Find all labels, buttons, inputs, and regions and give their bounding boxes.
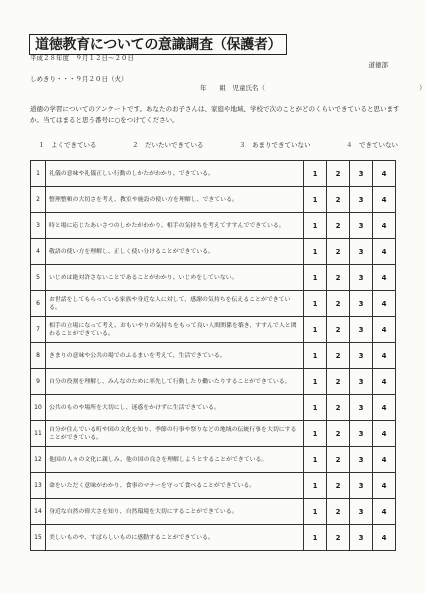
question-text: 他国の人々の文化に親しみ、他の国の良さを理解しようとすることができている。 (46, 447, 304, 473)
department-label: 道徳部 (368, 61, 388, 69)
answer-legend (38, 140, 398, 149)
question-number: 11 (31, 421, 46, 447)
question-row (31, 395, 396, 421)
answer-option-3[interactable]: 3 (350, 291, 373, 317)
legend-item: １ よくできている (38, 141, 97, 149)
answer-option-1[interactable]: 1 (304, 343, 327, 369)
question-text: 命をいただく意味がわかり、食事のマナーを守って食べることができている。 (46, 473, 304, 499)
question-number: 12 (31, 447, 46, 473)
answer-option-4[interactable]: 4 (373, 525, 396, 551)
answer-option-3[interactable]: 3 (350, 213, 373, 239)
question-row (31, 369, 396, 395)
legend-item: ４ できていない (346, 141, 398, 149)
answer-option-3[interactable]: 3 (350, 421, 373, 447)
answer-option-1[interactable]: 1 (304, 187, 327, 213)
question-row (31, 421, 396, 447)
question-row (31, 525, 396, 551)
page-title: 道徳教育についての意識調査（保護者） (29, 34, 287, 55)
question-row (31, 343, 396, 369)
question-number: 4 (31, 239, 46, 265)
question-text: 身近な自然の偉大さを知り、自然環境を大切にすることができている。 (46, 499, 304, 525)
question-row (31, 447, 396, 473)
question-text: 自分の役割を理解し、みんなのために率先して行動したり働いたりすることができている。 (46, 369, 304, 395)
answer-option-3[interactable]: 3 (350, 161, 373, 187)
question-text: きまりの意味や公共の場でのふるまいを考えて、生活できている。 (46, 343, 304, 369)
question-text: 美しいものや、すばらしいものに感動することができている。 (46, 525, 304, 551)
question-number: 15 (31, 525, 46, 551)
answer-option-4[interactable]: 4 (373, 265, 396, 291)
answer-option-3[interactable]: 3 (350, 395, 373, 421)
answer-option-4[interactable]: 4 (373, 395, 396, 421)
answer-option-1[interactable]: 1 (304, 265, 327, 291)
answer-option-1[interactable]: 1 (304, 161, 327, 187)
deadline-text: しめきり・・・９月２０日（火） (30, 75, 128, 83)
answer-option-4[interactable]: 4 (373, 499, 396, 525)
answer-option-2[interactable]: 2 (327, 291, 350, 317)
question-number: 14 (31, 499, 46, 525)
answer-option-4[interactable]: 4 (373, 421, 396, 447)
student-name-label: 年 組 児童氏名（ (200, 84, 265, 92)
legend-item: ２ だいたいできている (132, 141, 204, 149)
question-text: 公共のものや場所を大切にし、迷惑をかけずに生活できている。 (46, 395, 304, 421)
answer-option-1[interactable]: 1 (304, 525, 327, 551)
answer-option-2[interactable]: 2 (327, 213, 350, 239)
answer-option-3[interactable]: 3 (350, 265, 373, 291)
question-number: 9 (31, 369, 46, 395)
answer-option-1[interactable]: 1 (304, 213, 327, 239)
answer-option-3[interactable]: 3 (350, 499, 373, 525)
question-row (31, 473, 396, 499)
answer-option-2[interactable]: 2 (327, 369, 350, 395)
question-number: 5 (31, 265, 46, 291)
answer-option-1[interactable]: 1 (304, 369, 327, 395)
answer-option-2[interactable]: 2 (327, 343, 350, 369)
question-text: 礼儀の意味や礼儀正しい行動のしかたがわかり、できている。 (46, 161, 304, 187)
legend-item: ３ あまりできていない (239, 141, 311, 149)
question-number: 8 (31, 343, 46, 369)
answer-option-4[interactable]: 4 (373, 213, 396, 239)
answer-option-3[interactable]: 3 (350, 369, 373, 395)
answer-option-4[interactable]: 4 (373, 317, 396, 343)
answer-option-1[interactable]: 1 (304, 317, 327, 343)
student-name-row (200, 84, 426, 92)
question-text: いじめは絶対許さないことであることがわかり、いじめをしていない。 (46, 265, 304, 291)
question-number: 3 (31, 213, 46, 239)
survey-period: 平成２８年度 ９月１２日～２０日 (30, 54, 134, 62)
question-text: 時と場に応じたあいさつのしかたがわかり、相手の気持ちを考えてすすんでできている。 (46, 213, 304, 239)
answer-option-1[interactable]: 1 (304, 291, 327, 317)
answer-option-1[interactable]: 1 (304, 421, 327, 447)
answer-option-4[interactable]: 4 (373, 187, 396, 213)
answer-option-1[interactable]: 1 (304, 395, 327, 421)
answer-option-4[interactable]: 4 (373, 447, 396, 473)
answer-option-2[interactable]: 2 (327, 317, 350, 343)
answer-option-3[interactable]: 3 (350, 525, 373, 551)
answer-option-1[interactable]: 1 (304, 447, 327, 473)
answer-option-2[interactable]: 2 (327, 161, 350, 187)
answer-option-3[interactable]: 3 (350, 187, 373, 213)
question-number: 13 (31, 473, 46, 499)
question-row (31, 265, 396, 291)
answer-option-4[interactable]: 4 (373, 161, 396, 187)
answer-option-2[interactable]: 2 (327, 499, 350, 525)
answer-option-3[interactable]: 3 (350, 343, 373, 369)
answer-option-3[interactable]: 3 (350, 317, 373, 343)
answer-option-2[interactable]: 2 (327, 447, 350, 473)
answer-option-2[interactable]: 2 (327, 473, 350, 499)
answer-option-4[interactable]: 4 (373, 291, 396, 317)
question-text: お世話をしてもらっている家族や身近な人に対して、感謝の気持ちを伝えることができている。 (46, 291, 304, 317)
answer-option-2[interactable]: 2 (327, 239, 350, 265)
answer-option-2[interactable]: 2 (327, 525, 350, 551)
question-row (31, 291, 396, 317)
question-number: 10 (31, 395, 46, 421)
answer-option-2[interactable]: 2 (327, 265, 350, 291)
question-row (31, 239, 396, 265)
answer-option-1[interactable]: 1 (304, 239, 327, 265)
answer-option-4[interactable]: 4 (373, 239, 396, 265)
answer-option-1[interactable]: 1 (304, 499, 327, 525)
answer-option-3[interactable]: 3 (350, 473, 373, 499)
answer-option-4[interactable]: 4 (373, 369, 396, 395)
answer-option-3[interactable]: 3 (350, 447, 373, 473)
answer-option-3[interactable]: 3 (350, 239, 373, 265)
question-table (30, 160, 396, 551)
question-row (31, 187, 396, 213)
answer-option-2[interactable]: 2 (327, 187, 350, 213)
question-number: 1 (31, 161, 46, 187)
student-name-close: ） (419, 84, 426, 92)
answer-option-2[interactable]: 2 (327, 395, 350, 421)
question-row (31, 317, 396, 343)
question-number: 7 (31, 317, 46, 343)
answer-option-2[interactable]: 2 (327, 421, 350, 447)
question-text: 敬語の使い方を理解し、正しく使い分けることができている。 (46, 239, 304, 265)
intro-text: 道徳の学習についてのアンケートです。あなたのお子さんは、家庭や地域、学校で次のことがどのくらいできていると思いますか。当てはまると思う番号に○をつけてください。 (30, 105, 400, 124)
question-number: 2 (31, 187, 46, 213)
question-text: 自分が住んでいる町や国の文化を知り、季節の行事や祭りなどの地域の伝統行事を大切にすることができている。 (46, 421, 304, 447)
question-text: 相手の立場になって考え、おもいやりの気持ちをもって良い人間関係を築き、すすんで人と関わることができている。 (46, 317, 304, 343)
question-number: 6 (31, 291, 46, 317)
question-row (31, 161, 396, 187)
answer-option-4[interactable]: 4 (373, 343, 396, 369)
question-row (31, 499, 396, 525)
answer-option-4[interactable]: 4 (373, 473, 396, 499)
answer-option-1[interactable]: 1 (304, 473, 327, 499)
question-row (31, 213, 396, 239)
question-text: 整理整頓の大切さを考え、教室や施設の使い方を理解し、できている。 (46, 187, 304, 213)
